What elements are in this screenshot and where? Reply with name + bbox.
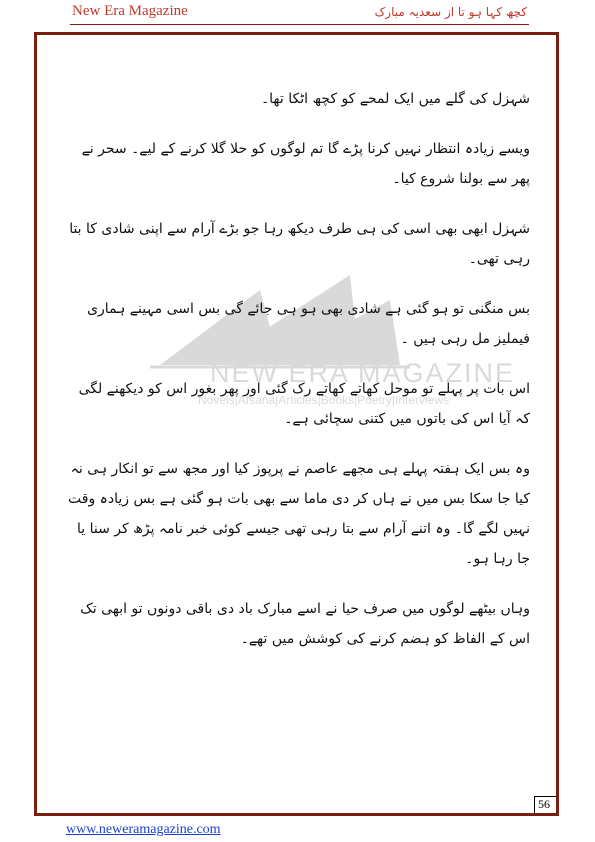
paragraph: شہزل ابھی بھی اسی کی ہی طرف دیکھ رہا جو بڑے آرام سے اپنی شادی کا بتا رہی تھی۔ — [69, 221, 530, 267]
watermark-title: NEW ERA MAGAZINE — [210, 358, 516, 388]
magazine-name: New Era Magazine — [72, 3, 188, 19]
paragraph: وہاں بیٹھے لوگوں میں صرف حیا نے اسے مبارک باد دی باقی دونوں تو ابھی تک اس کے الفاظ کو ہضم کرنے کی کوشش میں تھے۔ — [80, 601, 530, 647]
paragraph: ویسے زیادہ انتظار نہیں کرنا پڑے گا تم لوگوں کو حلا گلا کرنے کے لیے۔ سحر نے پھر سے بولنا شروع کیا۔ — [81, 141, 530, 187]
paragraph: اس بات پر پہلے تو موحل کھاتے کھاتے رک گئی اور پھر بغور اس کو دیکھنے لگی کہ آیا اس کی باتوں میں کتنی سچائی ہے۔ — [78, 381, 530, 427]
story-body — [68, 84, 530, 674]
paragraph: وہ بس ایک ہفتہ پہلے ہی مجھے عاصم نے پرپوز کیا اور مجھ سے تو انکار ہی نہ کیا جا سکا بس میں نے ہاں کر دی ماما سے بھی بات ہو گئی ہے بس زیادہ وقت نہیں لگے گا۔ وہ اتنے آرام سے بتا رہی تھی جیسے کوئی خبر نامہ پڑھ کر سنا یا جا رہا ہو۔ — [68, 461, 530, 567]
website-link[interactable]: www.neweramagazine.com — [66, 822, 221, 837]
header-divider — [70, 24, 529, 25]
page-number: 56 — [538, 797, 550, 811]
watermark-subtitle: Novels|Afsana|Articles|Books|Poetry|Interviews — [198, 393, 450, 407]
page-number-rule — [534, 796, 535, 814]
paragraph: بس منگنی تو ہو گئی ہے شادی بھی ہو ہی جائے گی بس اسی مہینے ہماری فیملیز مل رہی ہیں ۔ — [87, 301, 530, 347]
paragraph: شہزل کی گلے میں ایک لمحے کو کچھ اٹکا تھا۔ — [260, 91, 530, 107]
story-title: کچھ کہا ہو تا از سعدیہ مبارک — [374, 5, 527, 19]
